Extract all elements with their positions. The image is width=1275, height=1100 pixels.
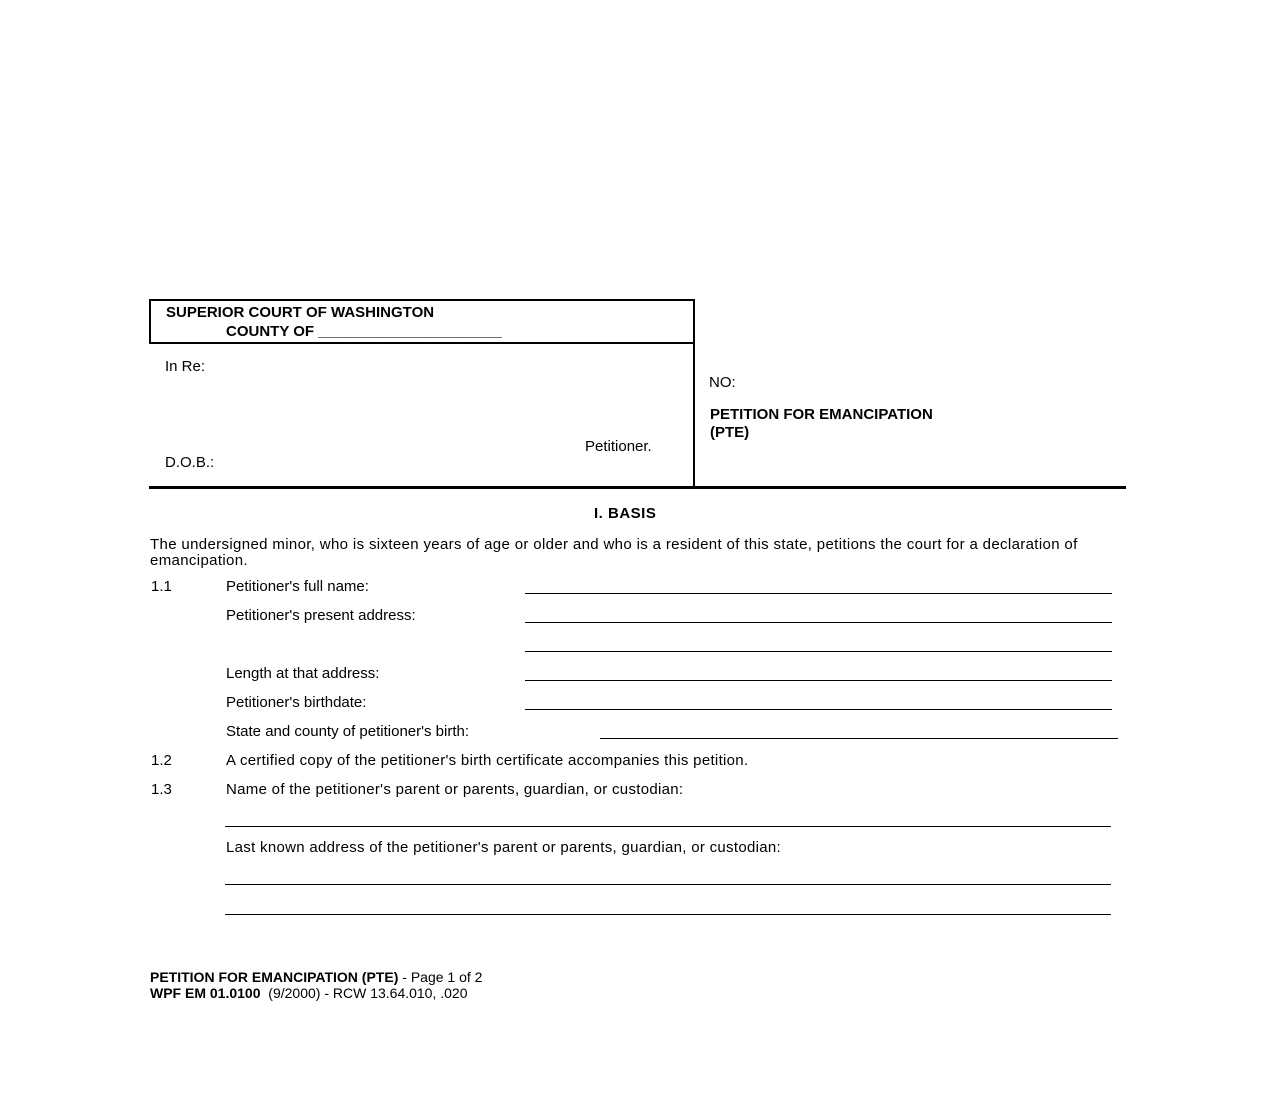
birth-place-label: State and county of petitioner's birth: bbox=[226, 723, 470, 740]
present-address-field-line2[interactable] bbox=[525, 651, 1112, 652]
full-name-label: Petitioner's full name: bbox=[226, 578, 369, 595]
present-address-field-line1[interactable] bbox=[525, 622, 1112, 623]
footer-form-revision: (9/2000) - RCW 13.64.010, .020 bbox=[260, 985, 468, 1001]
birth-place-field[interactable] bbox=[600, 738, 1118, 739]
intro-paragraph: The undersigned minor, who is sixteen years of age or older and who is a resident of this state, petitions the court for a declaration of emancipation. bbox=[150, 536, 1078, 569]
dob-label: D.O.B.: bbox=[165, 454, 215, 471]
footer-form-line bbox=[150, 985, 468, 1001]
length-at-address-label: Length at that address: bbox=[226, 665, 380, 682]
in-re-label: In Re: bbox=[165, 358, 206, 375]
footer-title-line bbox=[150, 969, 482, 985]
section-heading-basis: I. BASIS bbox=[594, 505, 657, 522]
parent-address-field-line1[interactable] bbox=[225, 884, 1111, 885]
footer-page-info: - Page 1 of 2 bbox=[398, 969, 483, 985]
court-name: SUPERIOR COURT OF WASHINGTON bbox=[166, 304, 435, 321]
item-number-1-1: 1.1 bbox=[151, 578, 172, 595]
birth-certificate-statement: A certified copy of the petitioner's birth certificate accompanies this petition. bbox=[226, 752, 749, 769]
parent-name-label: Name of the petitioner's parent or parents, guardian, or custodian: bbox=[226, 781, 684, 798]
caption-divider-horizontal bbox=[149, 486, 1126, 489]
document-title-line1: PETITION FOR EMANCIPATION bbox=[710, 406, 933, 423]
caption-divider-vertical bbox=[693, 340, 695, 488]
item-number-1-3: 1.3 bbox=[151, 781, 172, 798]
footer-form-id: WPF EM 01.0100 bbox=[150, 985, 261, 1001]
birthdate-label: Petitioner's birthdate: bbox=[226, 694, 367, 711]
parent-address-label: Last known address of the petitioner's parent or parents, guardian, or custodian: bbox=[226, 839, 781, 856]
birthdate-field[interactable] bbox=[525, 709, 1112, 710]
footer-form-title: PETITION FOR EMANCIPATION (PTE) bbox=[150, 969, 399, 985]
item-number-1-2: 1.2 bbox=[151, 752, 172, 769]
present-address-label: Petitioner's present address: bbox=[226, 607, 416, 624]
length-at-address-field[interactable] bbox=[525, 680, 1112, 681]
parent-address-field-line2[interactable] bbox=[225, 914, 1111, 915]
full-name-field[interactable] bbox=[525, 593, 1112, 594]
court-caption-box bbox=[149, 299, 695, 344]
case-number-label: NO: bbox=[709, 374, 736, 391]
county-field[interactable]: COUNTY OF ______________________ bbox=[226, 323, 502, 340]
document-title-line2: (PTE) bbox=[710, 424, 750, 441]
parent-name-field[interactable] bbox=[225, 826, 1111, 827]
petitioner-label: Petitioner. bbox=[585, 438, 652, 455]
